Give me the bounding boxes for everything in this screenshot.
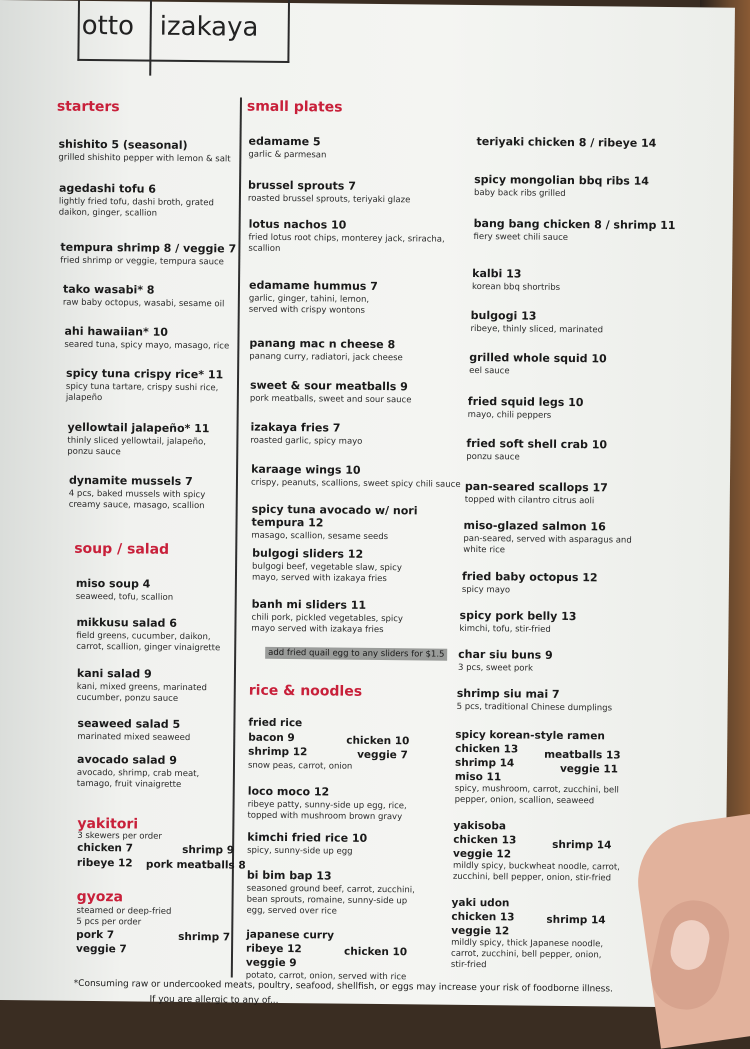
item-name: miso soup 4 <box>75 576 151 591</box>
yakitori-note: 3 skewers per order <box>77 830 162 842</box>
curry-veggie: veggie 9 <box>245 956 297 970</box>
list-item <box>458 648 688 676</box>
item-name: bi bim bap 13 <box>246 868 332 883</box>
list-item <box>474 173 704 201</box>
item-desc: field greens, cucumber, daikon, carrot, scallion, ginger vinaigrette <box>76 630 221 654</box>
section-soup-title: soup / salad <box>74 540 170 558</box>
item-name: shishito 5 (seasonal) <box>58 137 188 152</box>
footer-allergy-note: If you are allergic to any of... <box>149 994 279 1006</box>
item-name: agedashi tofu 6 <box>58 181 157 196</box>
list-item <box>247 785 427 824</box>
list-item <box>249 337 479 365</box>
yakitori-shrimp: shrimp 9 <box>182 843 235 857</box>
item-desc: avocado, shrimp, crab meat, tamago, fruit vinaigrette <box>76 767 200 790</box>
item-desc: garlic, ginger, tahini, lemon, served with crispy wontons <box>248 293 370 316</box>
item-name: mikkusu salad 6 <box>76 615 177 630</box>
list-item <box>469 351 699 379</box>
item-desc: chili pork, pickled vegetables, spicy mayo served with izakaya fries <box>251 612 404 636</box>
list-item <box>250 421 480 449</box>
item-desc: mayo, chili peppers <box>467 409 552 421</box>
item-desc: thinly sliced yellowtail, jalapeño, ponzu sauce <box>67 435 207 458</box>
gyoza-veggie: veggie 7 <box>76 942 127 956</box>
item-desc: seaweed, tofu, scallion <box>75 591 174 603</box>
item-name: seaweed salad 5 <box>77 716 181 731</box>
list-item <box>251 598 421 637</box>
item-name: ahi hawaiian* 10 <box>64 324 168 339</box>
curry-name: japanese curry <box>246 928 335 942</box>
yakitori-chicken: chicken 7 <box>77 841 133 855</box>
item-name: sweet & sour meatballs 9 <box>249 378 408 394</box>
item-name: loco moco 12 <box>247 784 330 799</box>
ramen-name: spicy korean-style ramen <box>455 728 605 743</box>
list-item <box>250 379 480 407</box>
item-name: avocado salad 9 <box>76 752 178 767</box>
ramen-miso: miso 11 <box>454 770 502 784</box>
udon-veggie: veggie 12 <box>451 924 510 938</box>
udon-desc: mildly spicy, thick Japanese noodle, carrot, zucchini, bell pepper, onion, stir-fried <box>450 937 604 971</box>
list-item <box>463 519 633 558</box>
item-desc: spicy tuna tartare, crispy sushi rice, jalapeño <box>65 381 219 404</box>
udon-chicken: chicken 13 <box>451 910 515 924</box>
list-item <box>248 179 478 207</box>
item-name: dynamite mussels 7 <box>68 473 193 489</box>
item-desc: masago, scallion, sesame seeds <box>251 530 389 543</box>
item-desc: grilled shishito pepper with lemon & salt <box>58 152 231 165</box>
gyoza-shrimp: shrimp 7 <box>178 930 231 944</box>
item-desc: seared tuna, spicy mayo, masago, rice <box>64 339 230 352</box>
item-desc: baby back ribs grilled <box>473 187 566 199</box>
list-item <box>465 480 695 508</box>
item-name: kalbi 13 <box>472 266 522 281</box>
list-item <box>251 463 461 491</box>
ramen-desc: spicy, mushroom, carrot, zucchini, bell pepper, onion, scallion, seaweed <box>454 783 619 807</box>
section-rice-noodles-title: rice & noodles <box>248 682 363 700</box>
section-gyoza-title: gyoza <box>76 888 124 906</box>
yakisoba-veggie: veggie 12 <box>453 847 512 861</box>
list-item <box>476 135 706 150</box>
section-starters-title: starters <box>56 98 120 116</box>
item-name: grilled whole squid 10 <box>469 350 607 366</box>
item-desc: roasted brussel sprouts, teriyaki glaze <box>247 193 411 206</box>
item-name: tako wasabi* 8 <box>62 282 155 297</box>
curry-desc: potato, carrot, onion, served with rice <box>245 970 407 983</box>
item-name: brussel sprouts 7 <box>248 178 356 193</box>
item-desc: 3 pcs, sweet pork <box>457 662 533 674</box>
fried-rice-veggie: veggie 7 <box>357 748 408 762</box>
item-desc: kani, mixed greens, marinated cucumber, ponzu sauce <box>76 681 208 704</box>
list-item <box>471 309 701 337</box>
list-item <box>248 218 448 257</box>
item-name: miso-glazed salmon 16 <box>463 518 606 534</box>
item-desc: panang curry, radiatori, jack cheese <box>249 351 403 364</box>
item-name: edamame 5 <box>248 134 321 149</box>
item-name: fried squid legs 10 <box>467 394 584 410</box>
item-name: banh mi sliders 11 <box>251 597 367 612</box>
item-name: edamame hummus 7 <box>248 278 378 293</box>
item-name: spicy tuna avocado w/ nori tempura 12 <box>251 502 418 530</box>
list-item <box>251 503 461 544</box>
item-name: bulgogi 13 <box>470 308 537 323</box>
item-name: bang bang chicken 8 / shrimp 11 <box>473 216 676 233</box>
gyoza-pork: pork 7 <box>76 928 115 942</box>
ramen-meatballs: meatballs 13 <box>544 748 621 762</box>
list-item <box>66 367 231 406</box>
logo-izakaya: izakaya <box>159 11 259 43</box>
item-name: bulgogi sliders 12 <box>252 546 364 561</box>
item-name: char siu buns 9 <box>458 647 553 662</box>
list-item <box>77 753 227 792</box>
yakisoba-desc: mildly spicy, buckwheat noodle, carrot, zucchini, bell pepper, onion, stir-fried <box>452 860 620 884</box>
item-name: yellowtail jalapeño* 11 <box>67 420 210 436</box>
item-desc: bulgogi beef, vegetable slaw, spicy mayo, served with izakaya fries <box>251 561 402 585</box>
item-name: tempura shrimp 8 / veggie 7 <box>60 240 237 256</box>
item-name: shrimp siu mai 7 <box>456 686 560 701</box>
item-name: spicy pork belly 13 <box>459 608 577 624</box>
item-desc: spicy mayo <box>461 584 511 596</box>
list-item <box>247 831 477 859</box>
curry-ribeye: ribeye 12 <box>246 942 302 956</box>
item-desc: 5 pcs, traditional Chinese dumplings <box>456 701 613 714</box>
item-desc: spicy, sunny-side up egg <box>247 845 353 857</box>
sliders-addon-note: add fried quail egg to any sliders for $1.5 <box>265 647 447 661</box>
item-name: karaage wings 10 <box>251 462 361 477</box>
item-name: fried baby octopus 12 <box>461 569 598 585</box>
list-item <box>252 547 402 586</box>
section-yakitori-title: yakitori <box>77 815 139 833</box>
ramen-veggie: veggie 11 <box>559 762 619 776</box>
yakitori-pork: pork meatballs 8 <box>145 858 246 872</box>
item-name: pan-seared scallops 17 <box>464 479 608 495</box>
list-item <box>246 869 426 919</box>
item-name: kani salad 9 <box>76 666 152 681</box>
fried-rice-desc: snow peas, carrot, onion <box>247 760 353 772</box>
fried-rice-shrimp: shrimp 12 <box>248 745 308 759</box>
item-name: spicy mongolian bbq ribs 14 <box>474 172 650 188</box>
item-name: lotus nachos 10 <box>248 217 347 232</box>
item-desc: lightly fried tofu, dashi broth, grated daikon, ginger, scallion <box>58 196 214 219</box>
item-desc: fried shrimp or veggie, tempura sauce <box>60 255 224 268</box>
curry-chicken: chicken 10 <box>343 945 408 959</box>
logo-otto: otto <box>81 10 135 42</box>
item-desc: seasoned ground beef, carrot, zucchini, bean sprouts, romaine, sunny-side up egg, served over rice <box>246 883 415 917</box>
yakisoba-shrimp: shrimp 14 <box>552 838 612 852</box>
item-desc: ribeye patty, sunny-side up egg, rice, topped with mushroom brown gravy <box>247 799 407 823</box>
logo-divider <box>149 0 152 76</box>
item-desc: ribeye, thinly sliced, marinated <box>470 323 604 336</box>
item-desc: fried lotus root chips, monterey jack, sriracha, scallion <box>248 232 445 254</box>
gyoza-note-2: 5 pcs per order <box>76 916 142 928</box>
item-desc: korean bbq shortribs <box>471 281 561 293</box>
yakitori-ribeye: ribeye 12 <box>76 856 133 870</box>
item-desc: marinated mixed seaweed <box>77 731 191 744</box>
list-item <box>466 437 696 465</box>
section-small-plates-title: small plates <box>246 98 343 116</box>
udon-shrimp: shrimp 14 <box>546 913 606 927</box>
item-desc: garlic & parmesan <box>248 149 327 161</box>
item-desc: raw baby octopus, wasabi, sesame oil <box>62 297 225 310</box>
item-name: teriyaki chicken 8 / ribeye 14 <box>476 134 657 150</box>
list-item <box>472 267 702 295</box>
list-item <box>69 474 219 513</box>
item-name: spicy tuna crispy rice* 11 <box>66 366 224 382</box>
list-item <box>249 279 399 318</box>
gyoza-note-1: steamed or deep-fried <box>76 905 172 917</box>
footer-disclaimer: *Consuming raw or undercooked meats, poultry, seafood, shellfish, or eggs may increase your risk of foodborne illness. <box>73 978 614 995</box>
item-desc: crispy, peanuts, scallions, sweet spicy chili sauce <box>250 477 461 490</box>
item-name: kimchi fried rice 10 <box>247 830 368 845</box>
list-item <box>462 570 692 598</box>
list-item <box>67 421 222 460</box>
fried-rice-name: fried rice <box>248 716 303 730</box>
item-name: fried soft shell crab 10 <box>466 436 608 452</box>
item-desc: fiery sweet chili sauce <box>473 231 569 243</box>
item-desc: ponzu sauce <box>466 451 520 463</box>
yakisoba-name: yakisoba <box>453 819 507 833</box>
list-item <box>457 687 687 715</box>
ramen-chicken: chicken 13 <box>455 742 519 756</box>
udon-name: yaki udon <box>451 896 510 910</box>
fried-rice-chicken: chicken 10 <box>346 734 410 748</box>
item-name: panang mac n cheese 8 <box>249 336 396 352</box>
item-desc: pork meatballs, sweet and sour sauce <box>249 393 412 406</box>
item-desc: 4 pcs, baked mussels with spicy creamy sauce, masago, scallion <box>68 488 206 512</box>
list-item <box>468 395 698 423</box>
fried-rice-bacon: bacon 9 <box>248 731 295 745</box>
item-name: izakaya fries 7 <box>250 420 341 435</box>
list-item <box>77 667 222 706</box>
list-item <box>248 135 478 163</box>
item-desc: kimchi, tofu, stir-fried <box>459 623 551 635</box>
list-item <box>76 616 231 655</box>
list-item <box>459 609 689 637</box>
ramen-shrimp: shrimp 14 <box>454 756 515 770</box>
item-desc: topped with cilantro citrus aoli <box>464 494 595 507</box>
item-desc: roasted garlic, spicy mayo <box>250 435 363 447</box>
item-desc: pan-seared, served with asparagus and white rice <box>463 533 632 556</box>
list-item <box>473 217 703 245</box>
list-item <box>59 182 234 221</box>
item-desc: eel sauce <box>469 365 510 377</box>
yakisoba-chicken: chicken 13 <box>453 833 517 847</box>
